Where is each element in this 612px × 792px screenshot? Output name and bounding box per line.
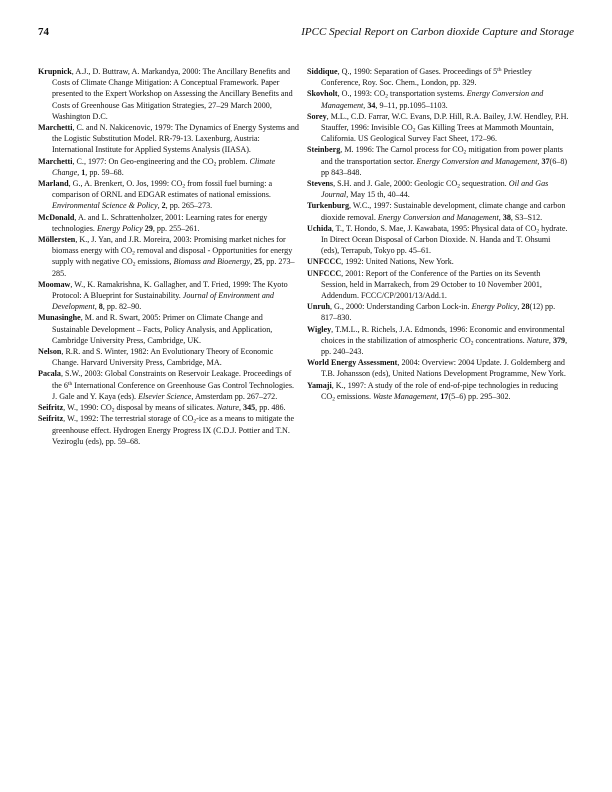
reference-separator: , — [537, 156, 542, 166]
right-reference-column — [307, 66, 569, 402]
subscript: 2 — [412, 127, 416, 134]
reference-author: Seifritz — [38, 403, 64, 413]
reference-text: sequestration. — [459, 179, 509, 189]
reference-entry — [38, 368, 300, 402]
reference-entry — [307, 301, 569, 323]
reference-volume: 25 — [254, 257, 263, 267]
subscript: 2 — [111, 407, 115, 414]
reference-journal: Biomass and Bioenergy — [173, 257, 251, 267]
subscript: 2 — [132, 250, 135, 257]
reference-entry — [38, 402, 300, 413]
subscript: 2 — [457, 183, 460, 190]
reference-volume: 17 — [440, 391, 449, 401]
reference-journal: Waste Management — [373, 391, 437, 401]
reference-entry — [38, 312, 300, 346]
reference-text: , C., 1977: On Geo-engineering and the CO — [72, 156, 214, 166]
reference-separator: , — [436, 391, 441, 401]
reference-entry — [38, 66, 300, 122]
reference-entry — [307, 111, 569, 145]
page-number: 74 — [38, 26, 49, 38]
reference-text: Gas Killing Trees at Mammoth Mountain, California. US Geological Survey Fact Sheet, 172–96. — [321, 123, 554, 144]
subscript: 2 — [536, 228, 540, 235]
reference-separator: , — [363, 100, 368, 110]
reference-text: concentrations. — [473, 335, 527, 345]
reference-volume: 1 — [81, 167, 86, 177]
reference-author: Moomaw — [38, 279, 71, 289]
reference-author: Marchetti — [38, 123, 73, 133]
reference-separator: , — [250, 257, 255, 267]
reference-entry — [307, 200, 569, 222]
subscript: 2 — [332, 396, 335, 403]
reference-separator: , — [94, 302, 99, 312]
reference-text: (12) pp. 817–830. — [321, 302, 556, 323]
reference-author: Seifritz — [38, 414, 64, 424]
reference-journal: Energy Conversion and Management — [416, 156, 538, 166]
reference-author: Steinberg — [307, 145, 341, 155]
reference-journal: Elsevier Science — [138, 391, 192, 401]
reference-author: Turkenburg — [307, 201, 349, 211]
reference-author: Unruh — [307, 302, 330, 312]
reference-separator: , — [77, 167, 82, 177]
reference-journal: Climate Change — [52, 156, 276, 177]
superscript: th — [67, 380, 73, 387]
reference-author: Krupnick — [38, 67, 72, 76]
reference-author: Möllersten — [38, 235, 76, 245]
reference-text: , S3–S12. — [510, 212, 543, 222]
reference-text: , pp. 486. — [255, 403, 286, 413]
reference-text: , M. and R. Swart, 2005: Primer on Climate Change and Sustainable Development – Facts, Policy Analysis, and Application, Cambridge University Press, Cambridge, UK. — [52, 313, 273, 345]
reference-journal: Oil and Gas Journal — [321, 179, 549, 200]
reference-journal: Energy Policy — [96, 223, 143, 233]
running-title: IPCC Special Report on Carbon dioxide Capture and Storage — [301, 26, 574, 38]
reference-journal: Nature — [526, 335, 549, 345]
reference-volume: 2 — [161, 201, 166, 211]
reference-text: transportation systems. — [388, 89, 467, 99]
reference-text: hydrate. In Direct Ocean Disposal of Carbon Dioxide. N. Handa and T. Ohsumi (eds), Terrapub, Tokyo pp. 45–61. — [321, 223, 568, 256]
reference-entry — [307, 357, 569, 379]
superscript: th — [497, 67, 502, 73]
reference-author: McDonald — [38, 212, 75, 222]
reference-journal: Journal of Environment and Development — [52, 291, 274, 312]
reference-text: , pp. 255–261. — [152, 223, 200, 233]
reference-text: , W., 1992: The terrestrial storage of CO — [63, 414, 194, 424]
reference-text: , T., T. Hondo, S. Mae, J. Kawabata, 1995: Physical data of CO — [331, 223, 537, 233]
reference-entry — [38, 413, 300, 447]
reference-text: , S.H. and J. Gale, 2000: Geologic CO — [333, 179, 458, 189]
reference-text: removal and disposal - Opportunities for energy supply with negative CO — [52, 246, 293, 267]
reference-text: , 9–11, pp.1095–1103. — [375, 100, 448, 110]
reference-text: , pp. 82–90. — [102, 302, 142, 312]
reference-text: , W.C., 1997: Sustainable development, climate change and carbon dioxide removal. — [321, 201, 566, 222]
reference-text: , May 15 th, 40–44. — [346, 190, 410, 200]
reference-journal: Energy Conversion and Management — [377, 212, 499, 222]
reference-author: Sorey — [307, 111, 327, 121]
reference-volume: 29 — [144, 223, 153, 233]
subscript: 2 — [463, 149, 467, 156]
reference-text: , S.W., 2003: Global Constraints on Reservoir Leakage. Proceedings of the 6 — [52, 369, 292, 390]
reference-author: Marchetti — [38, 156, 73, 166]
reference-text: -ice as a means to mitigate the greenhouse effect. Hydrogen Energy Progress IX (C.D.J. Pottier and T.N. Veziroglu (eds), pp. 59–68. — [52, 414, 295, 446]
reference-text: , pp. 59–68. — [85, 167, 124, 177]
reference-text: , Q., 1990: Separation of Gases. Proceedings of 5 — [337, 67, 498, 76]
reference-journal: Environmental Science & Policy — [52, 201, 158, 211]
reference-author: UNFCCC — [307, 268, 342, 278]
reference-author: Uchida — [307, 223, 332, 233]
reference-journal: Nature, — [216, 403, 241, 413]
reference-text: , W., K. Ramakrishna, K. Gallagher, and T. Fried, 1999: The Kyoto Protocol: A Blueprint for Sustainability. — [52, 279, 288, 301]
page-header — [38, 26, 574, 42]
reference-text: , O., 1993: CO — [337, 89, 386, 99]
reference-journal: Energy Conversion and Management — [321, 89, 544, 110]
reference-entry — [307, 66, 569, 88]
reference-text: disposal by means of silicates. — [114, 403, 217, 413]
reference-volume: 379 — [552, 335, 566, 345]
reference-text: from fossil fuel burning: a comparison of ORNL and EDGAR estimates of national emissions. — [52, 179, 273, 200]
reference-text: , A. and L. Schrattenholzer, 2001: Learning rates for energy technologies. — [52, 212, 268, 233]
reference-text: problem. — [216, 156, 250, 166]
reference-journal: Energy Policy — [471, 302, 518, 312]
reference-separator: , — [498, 212, 503, 222]
reference-entry — [38, 178, 300, 212]
reference-volume: 345 — [243, 403, 256, 413]
reference-text: , A.J., D. Buttraw, A. Markandya, 2000: The Ancillary Benefits and Costs of Climate Change Mitigation: A Conceptual Framework. Paper presented to the Expert Workshop on Assessing the Ancillary Benefits and Costs of Greenhouse Gas Mitigation Strategies, 27–29 March 2000, Washington D.C. — [52, 67, 293, 121]
reference-text: , K., 1997: A study of the role of end-of-pipe technologies in reducing CO — [321, 380, 559, 401]
reference-author: World Energy Assessment — [307, 358, 398, 368]
reference-text: (5–6) pp. 295–302. — [448, 391, 511, 401]
reference-text: emissions. — [335, 391, 373, 401]
reference-author: UNFCCC — [307, 257, 342, 267]
reference-text: (6–8) pp 843–848. — [321, 156, 568, 177]
reference-author: Yamaji — [307, 380, 332, 390]
subscript: 2 — [182, 183, 186, 190]
reference-volume: 28 — [521, 302, 530, 312]
subscript: 2 — [385, 93, 389, 100]
reference-text: , K., J. Yan, and J.R. Moreira, 2003: Promising market niches for biomass energy with CO — [52, 235, 286, 256]
reference-text: International Conference on Greenhouse Gas Control Technologies. J. Gale and Y. Kaya (eds). — [52, 380, 295, 401]
left-reference-column — [38, 66, 300, 447]
subscript: 2 — [132, 261, 136, 268]
reference-text: , R.R. and S. Winter, 1982: An Evolutionary Theory of Economic Change. Harvard University Press, Cambridge, MA. — [52, 347, 274, 368]
subscript: 2 — [213, 161, 217, 168]
reference-text: , T.M.L., R. Richels, J.A. Edmonds, 1996: Economic and environmental choices in the stabilization of atmospheric CO — [321, 324, 565, 345]
reference-text: , 1992: United Nations, New York. — [341, 257, 454, 267]
reference-text: , pp. 240–243. — [321, 335, 568, 357]
reference-separator: , — [517, 302, 522, 312]
reference-volume: 34 — [367, 100, 376, 110]
reference-author: Siddique — [307, 67, 338, 76]
reference-entry — [38, 122, 300, 156]
reference-author: Pacala — [38, 369, 61, 379]
reference-entry — [307, 380, 569, 402]
reference-volume: 37 — [541, 156, 550, 166]
reference-volume: 38 — [502, 212, 511, 222]
reference-author: Nelson — [38, 347, 62, 357]
reference-entry — [38, 234, 300, 279]
subscript: 2 — [470, 340, 474, 347]
reference-author: Munasinghe — [38, 313, 81, 323]
reference-entry — [38, 346, 300, 368]
reference-entry — [307, 268, 569, 302]
reference-entry — [38, 279, 300, 313]
reference-text: , G., A. Brenkert, O. Jos, 1999: CO — [68, 179, 183, 189]
reference-text: Priestley Conference, Roy. Soc. Chem., London, pp. 329. — [321, 67, 532, 88]
reference-entry — [307, 223, 569, 257]
reference-author: Stevens — [307, 179, 334, 189]
reference-text: mitigation from power plants and the transportation sector. — [321, 145, 563, 166]
reference-author: Wigley — [307, 324, 332, 334]
reference-text: , M. 1996: The Carnol process for CO — [340, 145, 464, 155]
reference-text: , 2004: Overview: 2004 Update. J. Goldemberg and T.B. Johansson (eds), United Nations Development Programme, New York. — [321, 358, 566, 379]
reference-text: , Amsterdam pp. 267–272. — [191, 391, 278, 401]
reference-author: Marland — [38, 179, 69, 189]
reference-entry — [38, 156, 300, 178]
reference-entry — [307, 178, 569, 200]
reference-entry — [307, 256, 569, 267]
reference-text: , 2001: Report of the Conference of the Parties on its Seventh Session, held in Marrakech, from 29 October to 10 November 2001, Addendum. FCCC/CP/2001/13/Add.1. — [321, 268, 542, 301]
reference-text: , G., 2000: Understanding Carbon Lock-in. — [329, 302, 472, 312]
reference-separator: , — [157, 201, 162, 211]
reference-entry — [307, 144, 569, 178]
reference-text: , pp. 273–285. — [52, 257, 295, 278]
reference-text: emissions, — [135, 257, 174, 267]
reference-separator: , — [548, 335, 553, 345]
reference-text: , C. and N. Nakicenovic, 1979: The Dynamics of Energy Systems and the Logistic Substitution Model. RR-79-13. Laxenburg, Austria: International Institute for Applied Systems Analysis (IIASA). — [52, 123, 299, 155]
reference-text: , W., 1990: CO — [63, 403, 112, 413]
reference-text: , M.L., C.D. Farrar, W.C. Evans, D.P. Hill, R.A. Bailey, J.W. Hendley, P.H. Stauffer, 1996: Invisible CO — [321, 111, 569, 133]
reference-entry — [307, 88, 569, 110]
reference-entry — [38, 212, 300, 234]
reference-volume: 8 — [98, 302, 103, 312]
reference-text: , pp. 265–273. — [165, 201, 213, 211]
reference-entry — [307, 324, 569, 358]
reference-author: Skovholt — [307, 89, 338, 99]
subscript: 2 — [193, 418, 197, 425]
